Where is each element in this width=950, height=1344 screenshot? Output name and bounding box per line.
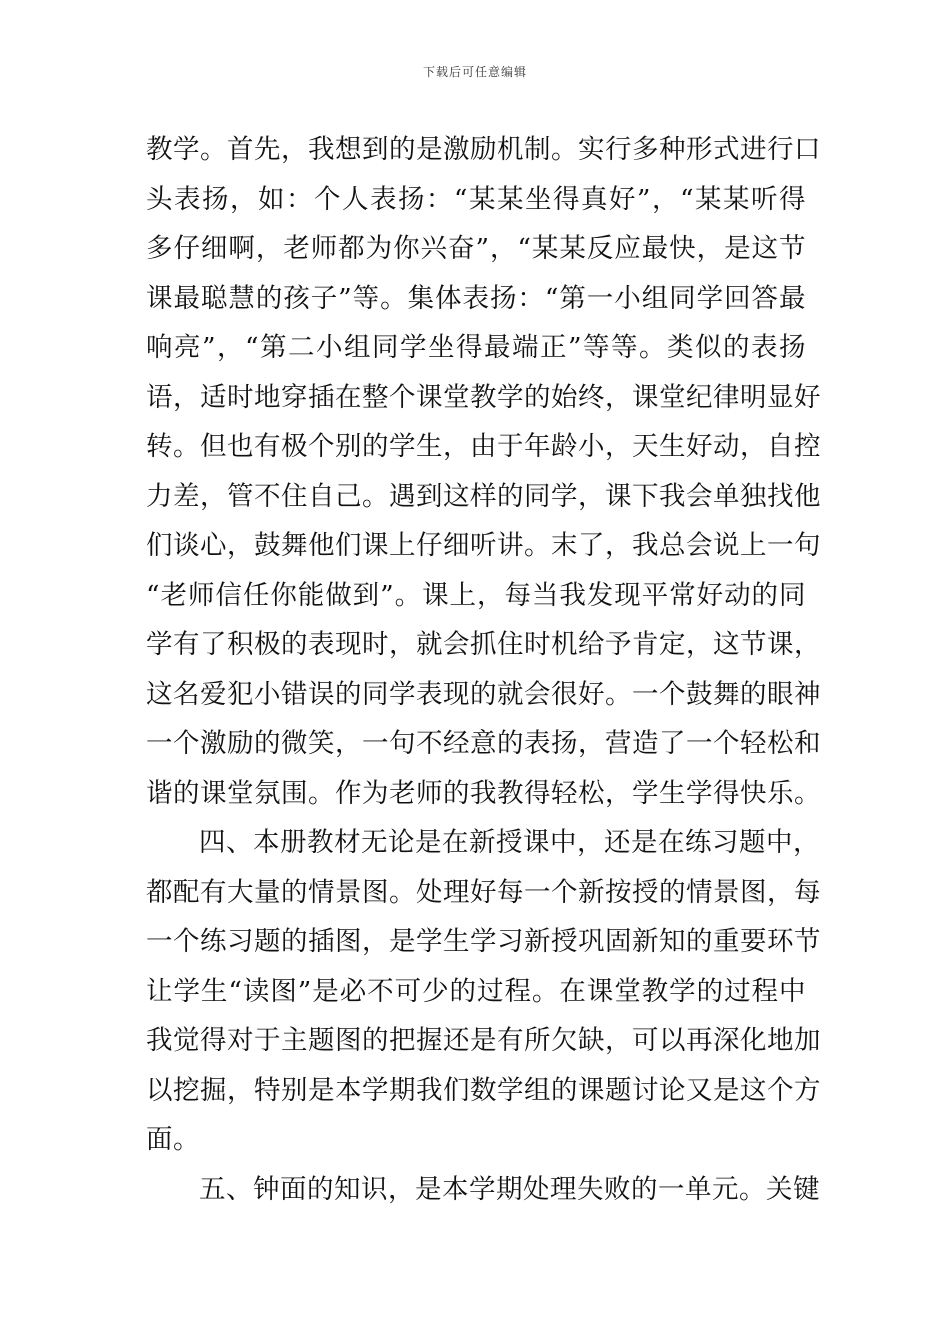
paragraph-start-line: 四、本册教材无论是在新授课中，还是在练习题中， [199,827,820,858]
text-line: 响亮”，“第二小组同学坐得最端正”等等。类似的表扬 [146,332,806,363]
text-line: 谐的课堂氛围。作为老师的我教得轻松，学生学得快乐。 [146,777,821,809]
text-line: 一个激励的微笑，一句不经意的表扬，营造了一个轻松和 [146,728,821,759]
body-text [146,125,821,1214]
text-line: 一个练习题的插图，是学生学习新授巩固新知的重要环节 [146,926,821,957]
text-line: 头表扬，如：个人表扬：“某某坐得真好”，“某某听得 [146,183,806,215]
text-line: 都配有大量的情景图。处理好每一个新按授的情景图，每 [146,876,821,908]
text-line: 们谈心，鼓舞他们课上仔细听讲。末了，我总会说上一句 [146,530,821,561]
text-line: 转。但也有极个别的学生，由于年龄小，天生好动，自控 [146,431,821,462]
text-line: 多仔细啊，老师都为你兴奋”，“某某反应最快，是这节 [146,233,806,264]
text-line: 以挖掘，特别是本学期我们数学组的课题讨论又是这个方 [146,1074,821,1106]
text-line: 让学生“读图”是必不可少的过程。在课堂教学的过程中 [146,975,806,1007]
paragraph-start-line: 五、钟面的知识，是本学期处理失败的一单元。关键 [199,1173,820,1205]
page-header: 下载后可任意编辑 [422,65,527,79]
text-line: 教学。首先，我想到的是激励机制。实行多种形式进行口 [146,134,821,165]
text-line: “老师信任你能做到”。课上，每当我发现平常好动的同 [146,579,806,611]
text-line: 我觉得对于主题图的把握还是有所欠缺，可以再深化地加 [146,1025,821,1056]
text-line: 力差，管不住自己。遇到这样的同学，课下我会单独找他 [146,480,821,512]
text-line: 学有了积极的表现时，就会抓住时机给予肯定，这节课， [146,629,821,660]
text-line: 语，适时地穿插在整个课堂教学的始终，课堂纪律明显好 [146,381,821,413]
text-line: 这名爱犯小错误的同学表现的就会很好。一个鼓舞的眼神 [146,678,821,710]
text-line: 面。 [146,1124,200,1155]
text-line: 课最聪慧的孩子”等。集体表扬：“第一小组同学回答最 [146,282,806,314]
